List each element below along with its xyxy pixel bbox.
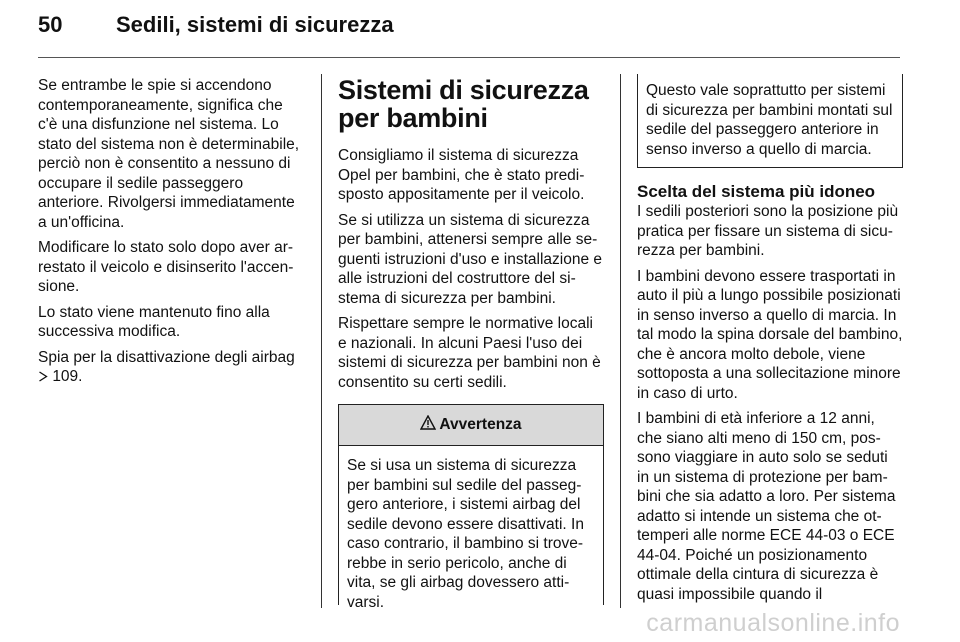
page-reference-link[interactable]: 109. <box>52 368 83 385</box>
column-2 <box>338 75 604 611</box>
warning-box <box>338 404 604 611</box>
warning-continuation-box: Questo vale soprattutto per sistemi di sicurezza per bambini montati sul sedile del passeggero anteriore in senso inverso a quello di marcia. <box>637 74 903 168</box>
header-rule <box>38 57 900 58</box>
column-divider-1 <box>321 74 322 608</box>
paragraph: Consigliamo il sistema di sicurezza Opel per bambini, che è stato predisposto appositamente per il veicolo. <box>338 147 585 203</box>
paragraph: Se si utilizza un sistema di sicurezza per bambini, attenersi sempre alle seguenti istruzioni d'uso e installazione e alle istruzioni del costruttore del sistema di sicurezza per bambini. <box>338 211 603 307</box>
page-number: 50 <box>38 12 63 37</box>
sub-heading: Scelta del sistema più idoneo <box>637 182 876 201</box>
watermark: carmanualsonline.info <box>646 609 900 637</box>
paragraph: Lo stato viene mantenuto fino alla successiva modifica. <box>38 303 270 340</box>
column-1 <box>38 76 304 393</box>
column-3 <box>637 76 903 610</box>
column-divider-2 <box>620 74 621 608</box>
paragraph <box>38 348 304 387</box>
paragraph: Se entrambe le spie si accendono contemporaneamente, significa che c'è una disfunzione nel sistema. Lo stato del sistema non è determinabile, perciò non è consentito a nessuno di occupare il sedile passeggero anteriore. Rivolgersi immediatamente a un'officina. <box>38 77 300 231</box>
paragraph: Modificare lo stato solo dopo aver arrestato il veicolo e disinserito l'accensione. <box>38 239 294 295</box>
warning-header <box>339 405 603 446</box>
warning-heading: Avvertenza <box>439 416 522 434</box>
page-title: Sedili, sistemi di sicurezza <box>116 12 394 37</box>
section-title: Sistemi di sicurezza per bambini <box>338 75 589 133</box>
paragraph: Rispettare sempre le normative locali e nazionali. In alcuni Paesi l'uso dei sistemi di sicurezza per bambini non è consentito su certi sedili. <box>338 315 601 391</box>
warning-text: Se si usa un sistema di sicurezza per bambini sul sedile del passeggero anteriore, i sistemi airbag del sedile devono essere disattivati. In caso contrario, il bambino si troverebbe in serio pericolo, anche di vita, se gli airbag dovessero attivarsi. <box>347 457 584 611</box>
page-reference-arrow-icon <box>38 368 48 385</box>
paragraph: I sedili posteriori sono la posizione più pratica per fissare un sistema di sicurezza per bambini. <box>637 203 899 259</box>
warning-triangle-icon <box>420 415 439 436</box>
paragraph-text: Spia per la disattivazione degli airbag <box>38 348 295 366</box>
paragraph: I bambini di età inferiore a 12 anni, che siano alti meno di 150 cm, possono viaggiare in auto solo se seduti in un sistema di protezione per bambini che sia adatto a loro. Per sistema adatto si intende un sistema che ottemperi alle norme ECE 44-03 o ECE 44-04. Poiché un posizionamento ottimale della cintura di sicurezza è quasi impossibile quando il <box>637 410 896 603</box>
paragraph: I bambini devono essere trasportati in auto il più a lungo possibile posizionati in senso inverso a quello di marcia. In tal modo la spina dorsale del bambino, che è ancora molto debole, viene sottoposta a una sollecitazione minore in caso di urto. <box>637 267 903 402</box>
